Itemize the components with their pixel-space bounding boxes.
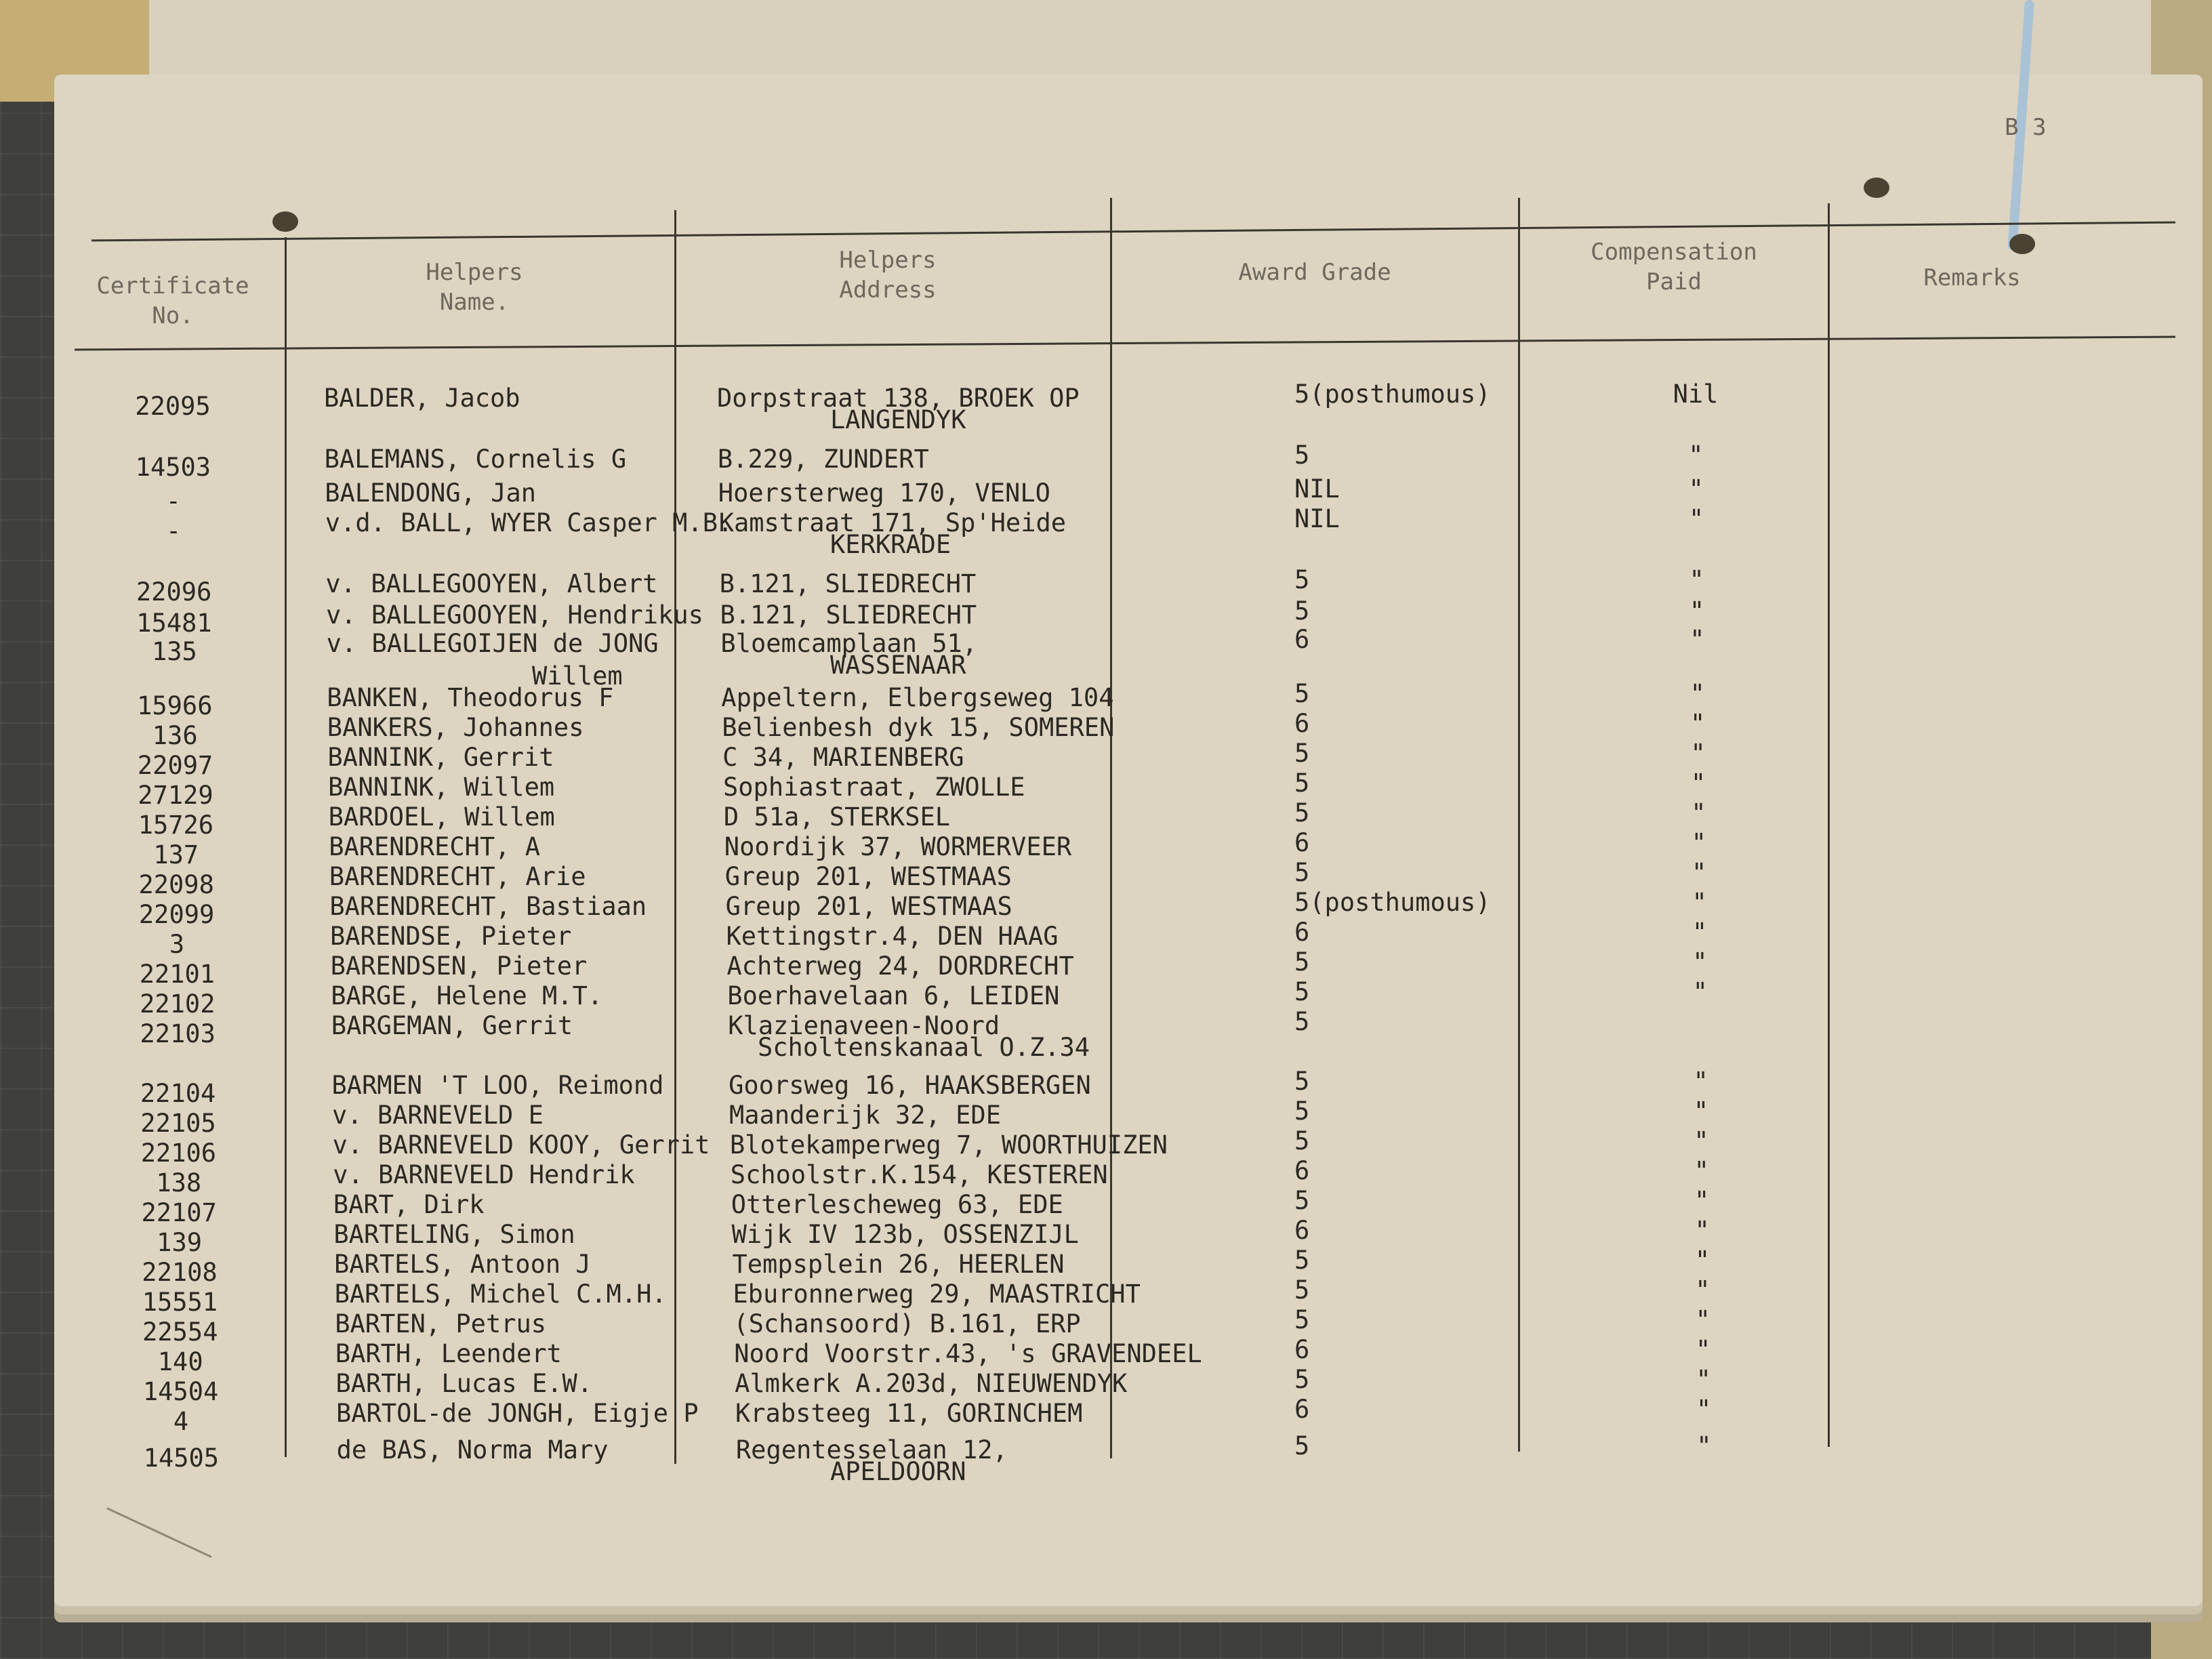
- helper-address: Sophiastraat, ZWOLLE: [723, 773, 1025, 802]
- certificate-number: -: [165, 487, 181, 516]
- helper-address-continued: LANGENDYK: [830, 405, 966, 434]
- compensation-paid: ": [1692, 858, 1707, 887]
- award-grade: 5: [1294, 441, 1310, 470]
- certificate-number: 22095: [135, 392, 211, 421]
- punch-hole: [272, 211, 298, 232]
- helper-name: BARTELING, Simon: [333, 1220, 575, 1249]
- certificate-number: 14503: [135, 453, 211, 482]
- certificate-number: 22099: [138, 900, 215, 929]
- helper-name: BARENDRECHT, A: [329, 832, 541, 861]
- helper-name: BALDER, Jacob: [324, 384, 520, 413]
- certificate-number: 22102: [140, 989, 216, 1019]
- helper-address: Kettingstr.4, DEN HAAG: [726, 922, 1059, 951]
- compensation-paid: ": [1696, 1365, 1711, 1394]
- helper-name: BART, Dirk: [333, 1190, 485, 1219]
- helper-address: Belienbesh dyk 15, SOMEREN: [722, 713, 1115, 742]
- helper-name: BARGE, Helene M.T.: [331, 981, 603, 1010]
- award-grade: 5: [1294, 1007, 1310, 1036]
- certificate-number: 22108: [142, 1258, 218, 1287]
- helper-address: Regentesselaan 12,: [735, 1435, 1008, 1465]
- helper-address: Appeltern, Elbergseweg 104: [721, 683, 1114, 712]
- compensation-paid: ": [1689, 679, 1705, 708]
- helper-address: Otterlescheweg 63, EDE: [731, 1190, 1063, 1219]
- helper-address: Noord Voorstr.43, 's GRAVENDEEL: [734, 1339, 1202, 1368]
- compensation-paid: ": [1696, 1395, 1712, 1424]
- certificate-number: 140: [157, 1347, 203, 1376]
- header-award: Award Grade: [1238, 259, 1391, 286]
- column-divider: [674, 210, 676, 1464]
- helper-name: v. BALLEGOOYEN, Albert: [325, 569, 658, 598]
- helper-address: Greup 201, WESTMAAS: [725, 892, 1012, 921]
- helper-name: BANNINK, Gerrit: [327, 743, 554, 772]
- award-grade: 6: [1294, 625, 1310, 654]
- helper-address: Noordijk 37, WORMERVEER: [724, 832, 1072, 861]
- helper-name: BARTELS, Antoon J: [334, 1250, 591, 1279]
- helper-address: B.121, SLIEDRECHT: [719, 569, 977, 598]
- compensation-paid: ": [1694, 1246, 1711, 1275]
- helper-name: de BAS, Norma Mary: [336, 1435, 609, 1465]
- compensation-paid: ": [1695, 1305, 1711, 1334]
- award-grade: 5: [1294, 1365, 1310, 1394]
- header-address: Helpers Address: [839, 247, 937, 304]
- helper-address: B.229, ZUNDERT: [717, 445, 929, 474]
- certificate-number: 139: [157, 1228, 202, 1257]
- helper-name: BANNINK, Willem: [328, 773, 555, 802]
- helper-address: Dorpstraat 138, BROEK OP: [717, 384, 1080, 413]
- award-grade: 5: [1294, 596, 1310, 626]
- helper-address: Hoersterweg 170, VENLO: [718, 478, 1050, 508]
- compensation-paid: ": [1689, 596, 1705, 626]
- certificate-number: 137: [153, 840, 199, 869]
- certificate-number: 22554: [142, 1317, 218, 1347]
- compensation-paid: ": [1690, 709, 1706, 738]
- award-grade: 6: [1294, 1395, 1310, 1424]
- helper-address: Goorsweg 16, HAAKSBERGEN: [729, 1071, 1091, 1100]
- helper-name: BARTH, Leendert: [335, 1339, 562, 1368]
- certificate-number: 138: [156, 1168, 202, 1197]
- certificate-number: 22098: [138, 870, 214, 899]
- award-grade: 5(posthumous): [1294, 888, 1491, 917]
- helper-address: Boerhavelaan 6, LEIDEN: [727, 981, 1060, 1010]
- certificate-number: 15726: [138, 811, 214, 840]
- award-grade: 5: [1294, 1097, 1310, 1126]
- helper-name: BARTEN, Petrus: [335, 1309, 547, 1338]
- certificate-number: 136: [152, 721, 198, 750]
- award-grade: 5: [1294, 565, 1310, 594]
- column-divider: [1110, 198, 1112, 1458]
- award-grade: 5: [1294, 977, 1310, 1006]
- helper-name: v. BALLEGOOYEN, Hendrikus: [326, 600, 703, 630]
- helper-name: v. BARNEVELD Hendrik: [333, 1160, 635, 1189]
- column-divider: [1828, 203, 1830, 1447]
- header-compensation: Compensation Paid: [1591, 239, 1757, 295]
- header-name: Helpers Name.: [426, 259, 523, 316]
- award-grade: 5: [1294, 739, 1310, 768]
- certificate-number: 22101: [139, 960, 216, 989]
- helper-name: v. BARNEVELD KOOY, Gerrit: [332, 1130, 710, 1160]
- compensation-paid: ": [1694, 1216, 1710, 1245]
- helper-name: v.d. BALL, WYER Casper M.B.: [325, 508, 733, 537]
- compensation-paid: ": [1696, 1431, 1712, 1460]
- compensation-paid: ": [1693, 1097, 1709, 1126]
- helper-name: BARENDRECHT, Bastiaan: [329, 892, 647, 921]
- certificate-number: 22103: [140, 1019, 216, 1048]
- helper-address-continued: KERKRADE: [830, 530, 951, 559]
- helper-address: Eburonnerweg 29, MAASTRICHT: [733, 1279, 1141, 1309]
- compensation-paid: ": [1692, 888, 1707, 917]
- helper-name: BANKERS, Johannes: [327, 713, 584, 742]
- compensation-paid: ": [1694, 1126, 1709, 1155]
- certificate-number: 4: [173, 1407, 189, 1436]
- award-grade: 5: [1294, 1067, 1310, 1096]
- helper-address: Achterweg 24, DORDRECHT: [726, 951, 1074, 981]
- compensation-paid: ": [1696, 1335, 1711, 1364]
- helper-address: C 34, MARIENBERG: [722, 743, 964, 772]
- compensation-paid: ": [1691, 828, 1706, 857]
- helper-name: BARENDSE, Pieter: [330, 922, 572, 951]
- helper-name-continued: Willem: [532, 661, 623, 691]
- helper-name: BARGEMAN, Gerrit: [331, 1011, 573, 1040]
- certificate-number: 22096: [136, 577, 212, 607]
- award-grade: 6: [1294, 1156, 1310, 1185]
- award-grade: 5: [1294, 1246, 1310, 1275]
- certificate-number: 22104: [140, 1079, 216, 1108]
- certificate-number: 27129: [138, 781, 213, 810]
- helper-name: BALENDONG, Jan: [325, 478, 537, 508]
- award-grade: 5: [1294, 1305, 1310, 1334]
- award-grade: 5: [1294, 679, 1310, 708]
- compensation-paid: Nil: [1673, 380, 1719, 409]
- certificate-number: 15551: [142, 1288, 218, 1317]
- column-divider: [1518, 198, 1520, 1452]
- award-grade: 5(posthumous): [1294, 380, 1491, 409]
- compensation-paid: ": [1689, 565, 1704, 594]
- helper-name: v. BALLEGOIJEN de JONG: [326, 629, 659, 658]
- compensation-paid: ": [1695, 1275, 1711, 1305]
- helper-address-continued: Scholtenskanaal O.Z.34: [758, 1033, 1090, 1062]
- helper-name: BARTOL-de JONGH, Eigje P: [336, 1399, 699, 1428]
- punch-hole: [2009, 234, 2035, 254]
- award-grade: 6: [1294, 709, 1310, 738]
- helper-address: Bloemcamplaan 51,: [720, 629, 978, 658]
- certificate-number: 14504: [142, 1377, 219, 1406]
- helper-address-continued: APELDOORN: [830, 1457, 966, 1486]
- compensation-paid: ": [1692, 947, 1708, 977]
- helper-address: D 51a, STERKSEL: [723, 802, 951, 832]
- helper-address: Krabsteeg 11, GORINCHEM: [735, 1399, 1083, 1428]
- compensation-paid: ": [1688, 474, 1704, 504]
- compensation-paid: ": [1688, 441, 1704, 470]
- compensation-paid: ": [1692, 918, 1708, 947]
- certificate-number: 22107: [141, 1198, 217, 1227]
- certificate-number: 22097: [137, 751, 213, 780]
- compensation-paid: ": [1690, 769, 1706, 798]
- award-grade: 5: [1294, 1186, 1310, 1215]
- certificate-number: 22106: [140, 1139, 217, 1168]
- helper-address: Wijk IV 123b, OSSENZIJL: [731, 1220, 1079, 1249]
- compensation-paid: ": [1689, 504, 1704, 533]
- award-grade: 5: [1294, 1126, 1310, 1155]
- helper-address: Kamstraat 171, Sp'Heide: [718, 508, 1067, 537]
- certificate-number: -: [166, 516, 182, 546]
- helper-name: BARENDRECHT, Arie: [329, 862, 586, 891]
- helper-address: Schoolstr.K.154, KESTEREN: [730, 1160, 1108, 1189]
- certificate-number: 15481: [136, 609, 212, 638]
- helper-name: BARTH, Lucas E.W.: [335, 1369, 593, 1398]
- helper-address: (Schansoord) B.161, ERP: [733, 1309, 1081, 1338]
- header-certificate: Certificate No.: [96, 272, 249, 329]
- compensation-paid: ": [1692, 977, 1708, 1006]
- award-grade: 6: [1294, 1335, 1310, 1364]
- award-grade: NIL: [1294, 474, 1340, 504]
- helper-name: BARMEN 'T LOO, Reimond: [331, 1071, 664, 1100]
- page-number: B 3: [2005, 114, 2047, 141]
- header-remarks: Remarks: [1923, 264, 2021, 291]
- award-grade: 6: [1294, 1216, 1310, 1245]
- helper-name: BARENDSEN, Pieter: [330, 951, 588, 981]
- helper-name: BALEMANS, Cornelis G: [324, 445, 627, 474]
- certificate-number: 15966: [137, 691, 213, 720]
- award-grade: 6: [1294, 828, 1310, 857]
- column-divider: [285, 237, 287, 1457]
- compensation-paid: ": [1689, 625, 1705, 654]
- award-grade: NIL: [1294, 504, 1340, 533]
- compensation-paid: ": [1694, 1156, 1709, 1185]
- certificate-number: 14505: [143, 1443, 220, 1473]
- certificate-number: 3: [169, 930, 185, 959]
- award-grade: 5: [1294, 947, 1310, 977]
- helper-address: Tempsplein 26, HEERLEN: [732, 1250, 1065, 1279]
- award-grade: 5: [1294, 858, 1310, 887]
- helper-address: Blotekamperweg 7, WOORTHUIZEN: [729, 1130, 1168, 1160]
- helper-address: Almkerk A.203d, NIEUWENDYK: [735, 1369, 1128, 1398]
- compensation-paid: ": [1691, 798, 1706, 827]
- award-grade: 5: [1294, 769, 1310, 798]
- helper-address: B.121, SLIEDRECHT: [720, 600, 977, 630]
- helper-address: Klazienaveen-Noord: [728, 1011, 1000, 1040]
- helper-address-continued: WASSENAAR: [830, 651, 966, 680]
- award-grade: 6: [1294, 918, 1310, 947]
- certificate-number: 22105: [140, 1109, 216, 1138]
- award-grade: 5: [1294, 1275, 1310, 1305]
- helper-name: v. BARNEVELD E: [332, 1101, 544, 1130]
- helper-address: Greup 201, WESTMAAS: [724, 862, 1012, 891]
- helper-name: BARTELS, Michel C.M.H.: [334, 1279, 667, 1309]
- certificate-number: 135: [151, 637, 197, 666]
- punch-hole: [1864, 178, 1889, 198]
- helper-address: Maanderijk 32, EDE: [729, 1101, 1001, 1130]
- compensation-paid: ": [1690, 739, 1706, 768]
- compensation-paid: ": [1694, 1186, 1710, 1215]
- helper-name: BANKEN, Theodorus F: [327, 683, 614, 712]
- compensation-paid: ": [1693, 1067, 1708, 1096]
- award-grade: 5: [1294, 1431, 1310, 1460]
- award-grade: 5: [1294, 798, 1310, 827]
- helper-name: BARDOEL, Willem: [328, 802, 555, 832]
